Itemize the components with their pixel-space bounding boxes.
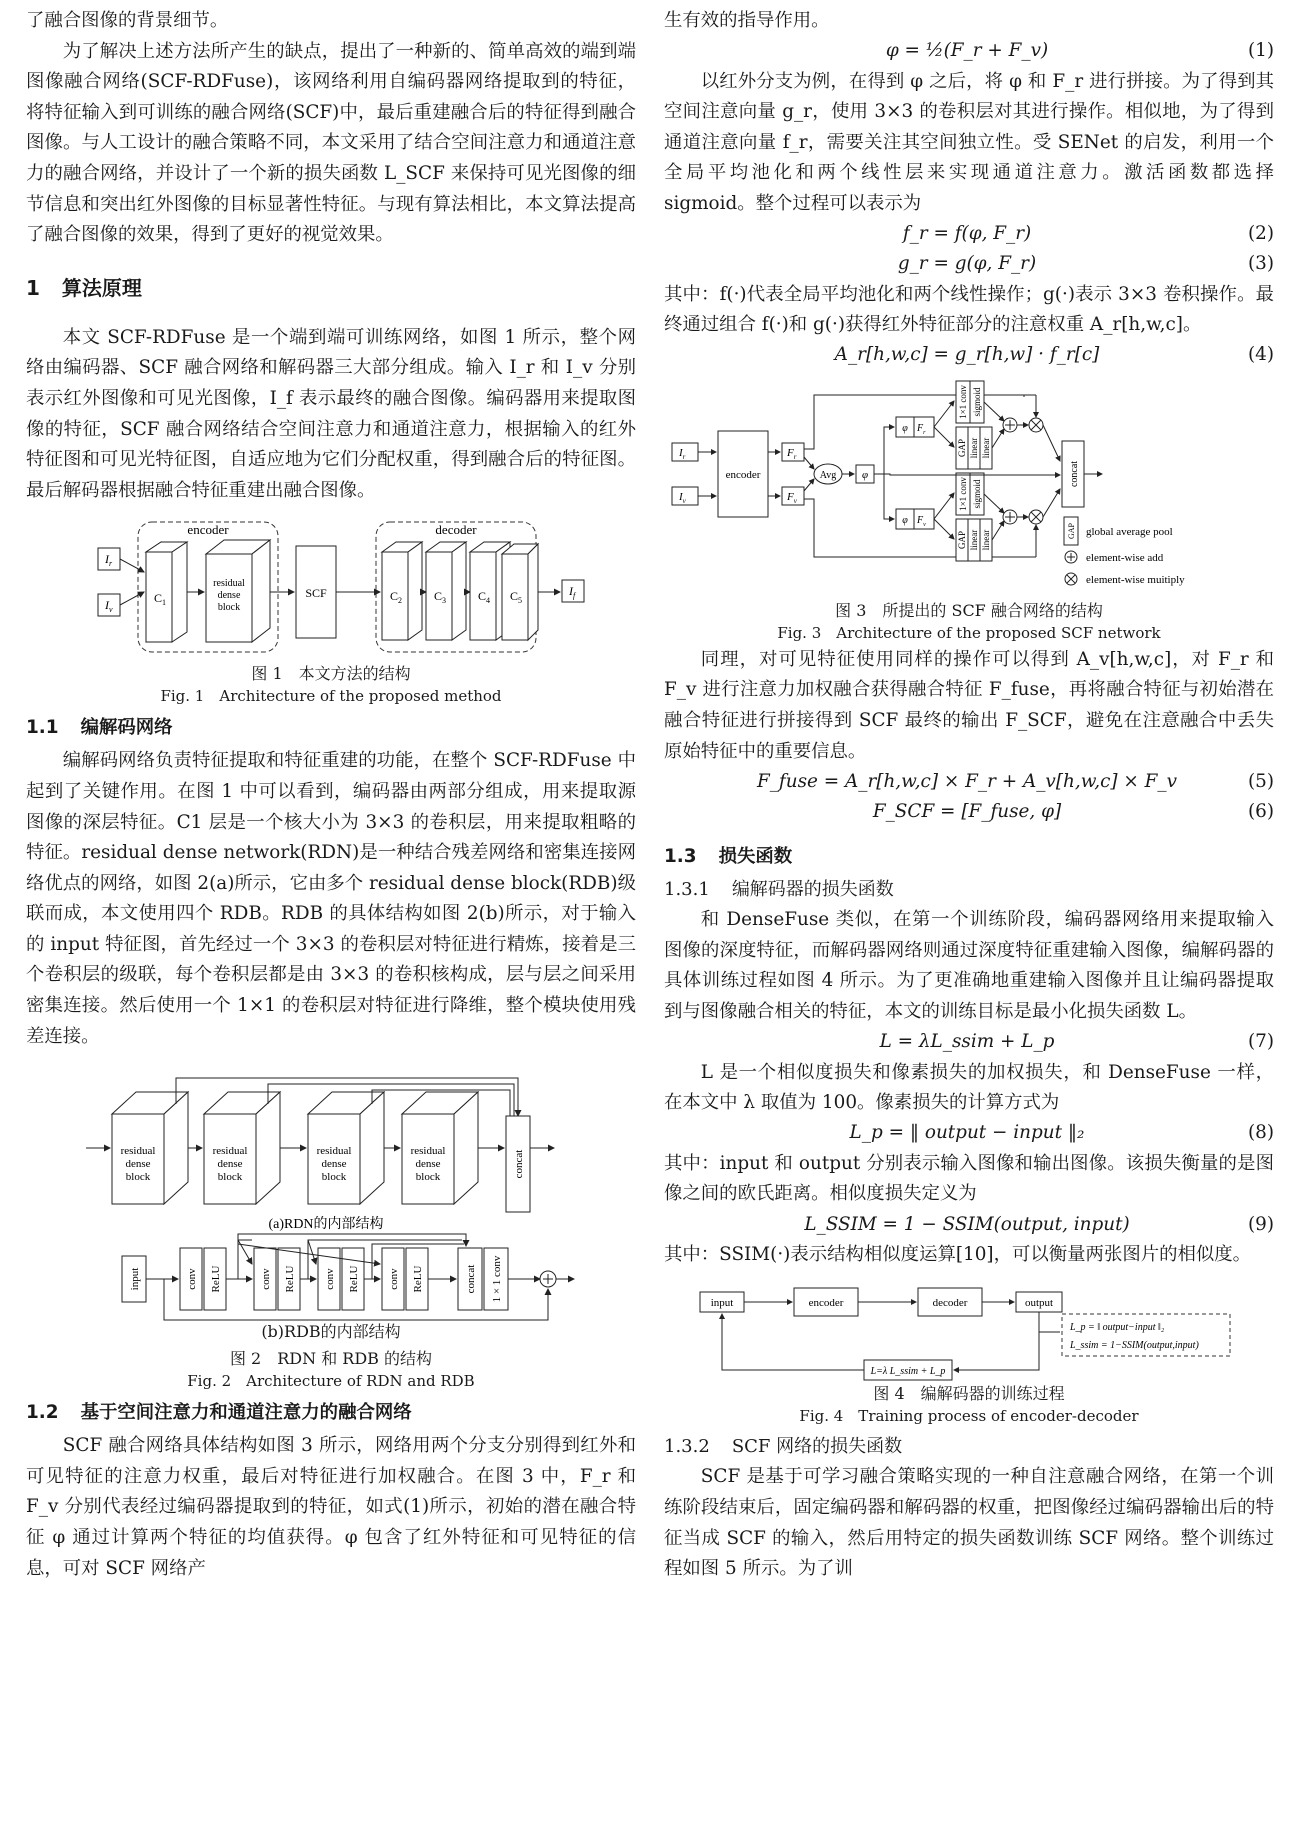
equation-1: φ = ½(F_r + F_v) (1) xyxy=(885,40,1274,62)
figure-2-caption-en: Fig. 2 Architecture of RDN and RDB xyxy=(187,1372,475,1391)
fig1-iv-label: $I_v$ xyxy=(105,598,113,615)
equation-7: L = λL_ssim + L_p (7) xyxy=(879,1031,1274,1053)
fig3-legend-add: element-wise add xyxy=(1086,551,1164,564)
fig3-legend-multiply: element-wise muitiply xyxy=(1086,573,1185,586)
svg-text:1×1 conv: 1×1 conv xyxy=(958,476,968,511)
fig2a-concat: concat xyxy=(513,1149,525,1179)
fig3-fr-top: $F_r$ xyxy=(917,422,926,436)
equation-8: L_p = ‖ output − input ‖₂ (8) xyxy=(849,1122,1274,1144)
fig3-top-gap-block xyxy=(956,427,992,469)
svg-text:GAP: GAP xyxy=(957,530,967,549)
svg-text:linear: linear xyxy=(981,529,991,550)
equation-2: f_r = f(φ, F_r) (2) xyxy=(902,223,1274,245)
fig3-phi: φ xyxy=(861,468,869,481)
fig4-lp: L_p = ‖ output−input ‖₂ xyxy=(1070,1322,1165,1334)
fig2a-rdb-2 xyxy=(204,1092,280,1204)
fig4-input: input xyxy=(710,1297,734,1310)
figure-4 xyxy=(664,1282,1274,1382)
figure-2-diagram xyxy=(26,1064,636,1326)
right-column xyxy=(664,6,1274,1585)
svg-text:dense: dense xyxy=(217,1158,243,1171)
fig3-phi-top: φ xyxy=(902,422,908,434)
fig3-bottom-conv-block xyxy=(956,473,984,515)
figure-2-subcaption-b: (b)RDB的内部结构 xyxy=(261,1322,401,1342)
left-column xyxy=(26,6,636,1584)
fig1-scf: SCF xyxy=(305,586,327,601)
fig2b-conv-3: conv xyxy=(324,1268,336,1290)
svg-text:block: block xyxy=(415,1171,441,1184)
fig1-c5: $C_5$ xyxy=(510,589,523,606)
paragraph-weighted-loss: L 是一个相似度损失和像素损失的加权损失，和 DenseFuse 一样，在本文中 λ 取值为 100。像素损失的计算方式为 xyxy=(664,1061,1274,1114)
fig3-legend-gap: global average pool xyxy=(1086,525,1173,538)
fig2b-conv-2: conv xyxy=(260,1268,272,1290)
fig1-c4: $C_4$ xyxy=(478,589,491,606)
fig1-rdb-line2: dense xyxy=(217,590,241,602)
svg-text:sigmoid: sigmoid xyxy=(972,387,982,417)
svg-text:residual: residual xyxy=(316,1145,352,1158)
svg-text:block: block xyxy=(125,1171,151,1184)
fig2b-relu-2: ReLU xyxy=(284,1265,296,1293)
fig2b-relu-1: ReLU xyxy=(210,1265,222,1293)
section-heading-1-2: 1.2 基于空间注意力和通道注意力的融合网络 xyxy=(26,1402,412,1424)
figure-2 xyxy=(26,1064,636,1326)
svg-text:dense: dense xyxy=(125,1158,151,1171)
fig1-ir-label: $I_r$ xyxy=(105,552,113,569)
fig1-rdb-line3: block xyxy=(217,602,241,614)
fig3-encoder: encoder xyxy=(725,468,761,481)
fig1-encoder-label: encoder xyxy=(187,522,229,538)
svg-text:dense: dense xyxy=(321,1158,347,1171)
equation-6: F_SCF = [F_fuse, φ] (6) xyxy=(872,800,1274,822)
section-heading-1-1: 1.1 编解码网络 xyxy=(26,717,173,739)
equation-5: F_fuse = A_r[h,w,c] × F_r + A_v[h,w,c] × F_v (5) xyxy=(756,770,1274,792)
fig2a-subcaption: (a)RDN的内部结构 xyxy=(268,1217,384,1233)
fig2b-relu-4: ReLU xyxy=(412,1265,424,1293)
equation-3: g_r = g(φ, F_r) (3) xyxy=(897,253,1274,275)
fig3-avg-label: Avg xyxy=(819,469,837,481)
fig2b-input: input xyxy=(129,1267,141,1291)
paragraph-intro-tail: 了融合图像的背景细节。 xyxy=(26,10,229,31)
equation-4: A_r[h,w,c] = g_r[h,w] · f_r[c] (4) xyxy=(834,344,1274,366)
figure-4-caption-cn: 图 4 编解码器的训练过程 xyxy=(873,1384,1065,1404)
fig4-decoder: decoder xyxy=(932,1297,968,1310)
figure-3 xyxy=(664,377,1274,599)
fig1-rdb-line1: residual xyxy=(213,578,245,590)
paragraph-intro: 为了解决上述方法所产生的缺点，提出了一种新的、简单高效的端到端图像融合网络(SCF-RDFuse)，该网络利用自编码器网络提取到的特征，将特征输入到可训练的融合网络(SCF)中，最后重建融合后的特征得到融合图像。与人工设计的融合策略不同，本文采用了结合空间注意力和通道注意力的融合网络，并设计了一个新的损失函数 L_SCF 来保持可见光图像的细节信息和突出红外图像的目标显著性特征。与现有算法相比，本文算法提高了融合图像的效果，得到了更好的视觉效果。 xyxy=(26,40,636,246)
fig3-iv: $I_v$ xyxy=(679,490,686,505)
figure-4-diagram xyxy=(664,1282,1274,1382)
fig4-output: output xyxy=(1024,1297,1054,1310)
svg-text:residual: residual xyxy=(120,1145,156,1158)
svg-text:dense: dense xyxy=(415,1158,441,1171)
fig2a-rdb-1 xyxy=(112,1092,188,1204)
fig1-c1: $C_1$ xyxy=(154,591,167,608)
paragraph-where-2: 其中：input 和 output 分别表示输入图像和输出图像。该损失衡量的是图像之间的欧氏距离。相似度损失定义为 xyxy=(664,1152,1274,1205)
paragraph-section-1-2: SCF 融合网络具体结构如图 3 所示，网络用两个分支分别得到红外和可见特征的注意力权重，最后对特征进行加权融合。在图 3 中，F_r 和 F_v 分别代表经过编码器提取到的特征，如式(1)所示，初始的潜在融合特征 φ 通过计算两个特征的均值获得。φ 包含了红外特征和可见特征的信息，可对 SCF 网络产 xyxy=(26,1435,636,1579)
fig4-encoder: encoder xyxy=(808,1297,844,1310)
svg-text:sigmoid: sigmoid xyxy=(972,479,982,509)
section-heading-1-3: 1.3 损失函数 xyxy=(664,846,793,868)
section-heading-1: 1 算法原理 xyxy=(26,275,142,300)
svg-text:linear: linear xyxy=(969,437,979,458)
fig3-bottom-gap-block xyxy=(956,519,992,561)
paragraph-scf-loss: SCF 是基于可学习融合策略实现的一种自注意融合网络，在第一个训练阶段结束后，固定编码器和解码器的权重，把图像经过编码器输出后的特征当成 SCF 的输入，然后用特定的损失函数训练 SCF 网络。整个训练过程如图 5 所示。为了训 xyxy=(664,1466,1274,1580)
svg-text:linear: linear xyxy=(969,529,979,550)
svg-text:1×1 conv: 1×1 conv xyxy=(958,384,968,419)
figure-4-caption-en: Fig. 4 Training process of encoder-decoder xyxy=(799,1407,1139,1426)
paragraph-section-1-1: 编解码网络负责特征提取和特征重建的功能，在整个 SCF-RDFuse 中起到了关键作用。在图 1 中可以看到，编码器由两部分组成，用来提取源图像的深层特征。C1 层是一个核大小为 3×3 的卷积层，用来提取粗略的特征。residual dense network(RDN)是一种结合残差网络和密集连接网络优点的网络，如图 2(a)所示，它由多个 residual dense block(RDB)级联而成，本文使用四个 RDB。RDB 的具体结构如图 2(b)所示，对于输入的 input 特征图，首先经过一个 3×3 的卷积层对特征进行精炼，接着是三个卷积层的级联，每个卷积层都是由 3×3 的卷积核构成，层与层之间采用密集连接。然后使用一个 1×1 的卷积层对特征进行降维，整个模块使用残差连接。 xyxy=(26,750,636,1047)
fig3-top-conv-block xyxy=(956,381,984,423)
figure-3-caption-cn: 图 3 所提出的 SCF 融合网络的结构 xyxy=(835,600,1103,620)
fig2a-rdb-3 xyxy=(308,1092,384,1204)
fig4-l: L=λ L_ssim + L_p xyxy=(870,1366,946,1378)
fig1-c3: $C_3$ xyxy=(434,589,447,606)
fig3-fv-bottom: $F_v$ xyxy=(917,514,926,528)
figure-1-diagram xyxy=(26,512,636,662)
fig4-lssim: L_ssim = 1−SSIM(output,input) xyxy=(1070,1340,1199,1352)
fig3-phi-bottom: φ xyxy=(902,514,908,526)
svg-text:residual: residual xyxy=(410,1145,446,1158)
figure-1-caption-en: Fig. 1 Architecture of the proposed method xyxy=(160,687,502,706)
paragraph-where-3: 其中：SSIM(·)表示结构相似度运算[10]，可以衡量两张图片的相似度。 xyxy=(664,1243,1252,1265)
svg-text:residual: residual xyxy=(212,1145,248,1158)
paragraph-encoder-loss: 和 DenseFuse 类似，在第一个训练阶段，编码器网络用来提取输入图像的深度特征，而解码器网络则通过深度特征重建输入图像，编解码器的具体训练过程如图 4 所示。为了更准确地重建输入图像并且让编码器提取到与图像融合相关的特征，本文的训练目标是最小化损失函数 L。 xyxy=(664,909,1274,1022)
figure-3-diagram xyxy=(664,377,1274,599)
svg-text:block: block xyxy=(321,1171,347,1184)
fig1-if-label: $I_f$ xyxy=(569,584,576,601)
svg-text:linear: linear xyxy=(981,437,991,458)
paragraph-section-1: 本文 SCF-RDFuse 是一个端到端可训练网络，如图 1 所示，整个网络由编码器、SCF 融合网络和解码器三大部分组成。输入 I_r 和 I_v 分别表示红外图像和可见光图像，I_f 表示最终的融合图像。编码器用来提取图像的特征，SCF 融合网络结合空间注意力和通道注意力，根据输入的红外特征图和可见光特征图，自适应地为它们分配权重，得到融合后的特征图。最后解码器根据融合特征重建出融合图像。 xyxy=(26,326,636,501)
fig2b-relu-3: ReLU xyxy=(348,1265,360,1293)
fig2b-conv1x1: 1 × 1 conv xyxy=(491,1255,503,1303)
fig1-decoder-label: decoder xyxy=(435,522,477,538)
paragraph-continued: 生有效的指导作用。 xyxy=(664,10,830,31)
fig3-fv: $F_v$ xyxy=(787,490,797,505)
section-heading-1-3-1: 1.3.1 编解码器的损失函数 xyxy=(664,879,894,901)
figure-2-caption-cn: 图 2 RDN 和 RDB 的结构 xyxy=(229,1349,433,1369)
paragraph-where-1: 其中：f(·)代表全局平均池化和两个线性操作；g(·)表示 3×3 卷积操作。最终通过组合 f(·)和 g(·)获得红外特征部分的注意权重 A_r[h,w,c]。 xyxy=(664,283,1274,336)
fig3-ir: $I_r$ xyxy=(679,446,686,461)
fig1-c2: $C_2$ xyxy=(390,589,403,606)
svg-text:GAP: GAP xyxy=(957,438,967,457)
section-heading-1-3-2: 1.3.2 SCF 网络的损失函数 xyxy=(664,1436,903,1458)
paragraph-attention: 以红外分支为例，在得到 φ 之后，将 φ 和 F_r 进行拼接。为了得到其空间注意向量 g_r，使用 3×3 的卷积层对其进行操作。相似地，为了得到通道注意向量 f_r，需要关注其空间独立性。受 SENet 的启发，利用一个全局平均池化和两个线性层来实现通道注意力。激活函数都选择 sigmoid。整个过程可以表示为 xyxy=(664,70,1274,214)
paragraph-fusion: 同理，对可见特征使用同样的操作可以得到 A_v[h,w,c]，对 F_r 和 F_v 进行注意力加权融合获得融合特征 F_fuse，再将融合特征与初始潜在融合特征进行拼接得到 SCF 最终的输出 F_SCF，避免在注意融合中丢失原始特征中的重要信息。 xyxy=(664,648,1274,762)
figure-1-caption-cn: 图 1 本文方法的结构 xyxy=(251,664,411,684)
figure-3-caption-en: Fig. 3 Architecture of the proposed SCF network xyxy=(777,623,1161,642)
fig2b-conv-4: conv xyxy=(388,1268,400,1290)
fig3-concat: concat xyxy=(1069,460,1080,487)
fig2b-conv-1: conv xyxy=(186,1268,198,1290)
fig3-legend-gap-box: GAP xyxy=(1067,522,1076,539)
fig2b-concat: concat xyxy=(465,1264,477,1294)
fig2a-rdb-4 xyxy=(402,1092,478,1204)
figure-1 xyxy=(26,512,636,662)
equation-9: L_SSIM = 1 − SSIM(output, input) (9) xyxy=(804,1213,1274,1235)
fig3-fr: $F_r$ xyxy=(787,446,797,461)
svg-text:block: block xyxy=(217,1171,243,1184)
